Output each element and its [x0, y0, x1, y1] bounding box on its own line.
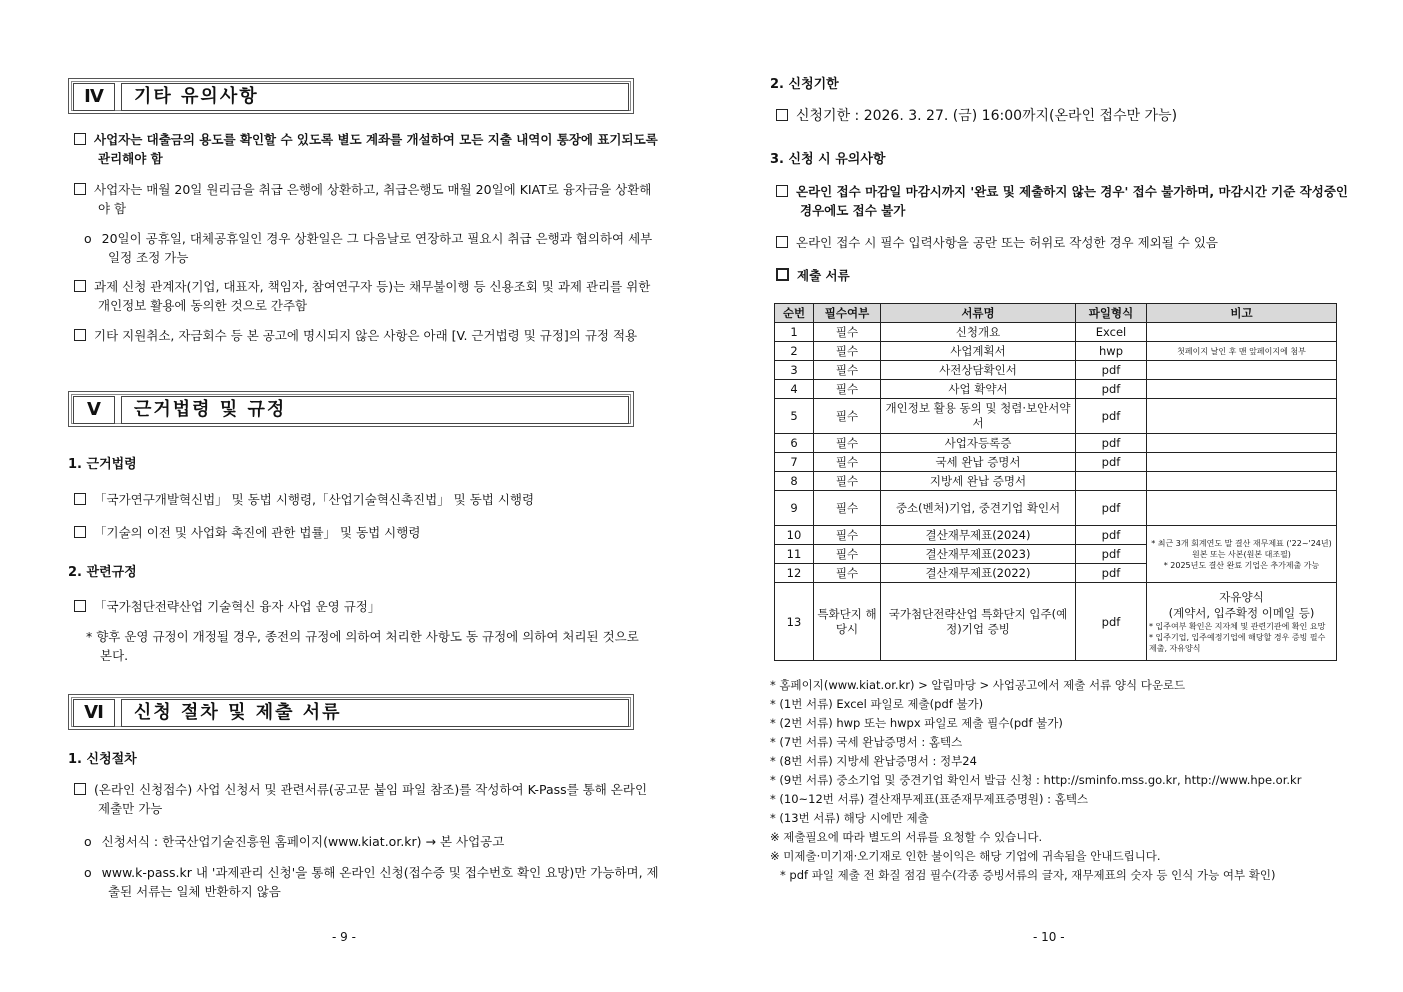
col-header: 필수여부	[814, 304, 881, 323]
note: * 향후 운영 규정이 개정될 경우, 종전의 규정에 의하여 처리한 사항도 동 규정에 의하여 처리된 것으로 본다.	[86, 629, 639, 663]
cell: 필수	[814, 545, 881, 564]
cell: 8	[775, 472, 814, 491]
col-header: 파일형식	[1076, 304, 1147, 323]
list-item: 「국가첨단전략산업 기술혁신 융자 사업 운영 규정」	[74, 597, 636, 616]
table-row	[775, 434, 1337, 453]
right-page	[702, 0, 1403, 992]
cell: 신청개요	[881, 323, 1076, 342]
note-sub: (계약서, 입주확정 이메일 등)	[1168, 606, 1315, 620]
cell: pdf	[1076, 453, 1147, 472]
cell: 필수	[814, 434, 881, 453]
note-title: 자유양식	[1219, 590, 1264, 604]
cell	[1147, 361, 1337, 380]
checkbox-icon	[776, 185, 788, 197]
subheading: 1. 신청절차	[68, 752, 137, 767]
cell: 3	[775, 361, 814, 380]
list-item: 사업자는 대출금의 용도를 확인할 수 있도록 별도 계좌를 개설하여 모든 지출 내역이 통장에 표기되도록 관리해야 함	[74, 130, 660, 168]
cell: 7	[775, 453, 814, 472]
cell: 결산재무제표(2023)	[881, 545, 1076, 564]
cell: pdf	[1076, 564, 1147, 583]
list-item: o 20일이 공휴일, 대체공휴일인 경우 상환일은 그 다음날로 연장하고 필요시 취급 은행과 협의하여 세부일정 조정 가능	[84, 231, 653, 265]
table-row	[775, 323, 1337, 342]
checkbox-icon	[74, 600, 86, 612]
cell: 5	[775, 399, 814, 434]
cell: 지방세 완납 증명서	[881, 472, 1076, 491]
cell: pdf	[1076, 380, 1147, 399]
checkbox-icon	[74, 526, 86, 538]
note: * 입주기업, 입주예정기업에 해당할 경우 증빙 필수 제출, 자유양식	[1149, 633, 1326, 653]
cell: 필수	[814, 380, 881, 399]
note-line: * (7번 서류) 국세 완납증명서 : 홈텍스	[770, 735, 963, 749]
note-line: * 홈페이지(www.kiat.or.kr) > 알림마당 > 사업공고에서 제출 서류 양식 다운로드	[770, 678, 1186, 692]
list-item: 사업자는 매월 20일 원리금을 취급 은행에 상환하고, 취급은행도 매월 20일에 KIAT로 융자금을 상환해야 함	[74, 180, 660, 218]
checkbox-icon	[776, 236, 788, 248]
list-item: 온라인 접수 시 필수 입력사항을 공란 또는 허위로 작성한 경우 제외될 수 있음	[776, 233, 1342, 252]
checkbox-icon	[74, 493, 86, 505]
cell: pdf	[1076, 526, 1147, 545]
cell: 결산재무제표(2022)	[881, 564, 1076, 583]
section-title: 기타 유의사항	[121, 83, 629, 111]
circle-bullet-icon: o	[84, 834, 92, 849]
cell	[1147, 323, 1337, 342]
note-line: * (10~12번 서류) 결산재무제표(표준재무제표증명원) : 홈텍스	[770, 792, 1089, 806]
table-header-row	[775, 304, 1337, 323]
page-number: - 9 -	[332, 930, 356, 944]
checkbox-icon	[74, 280, 86, 292]
note: * 2025년도 결산 완료 기업은 추가제출 가능	[1163, 560, 1320, 570]
notes-list	[770, 676, 1301, 885]
cell: 10	[775, 526, 814, 545]
cell	[1076, 472, 1147, 491]
cell: 중소(벤처)기업, 중견기업 확인서	[881, 491, 1076, 526]
section-6-header	[68, 694, 634, 730]
cell	[1147, 526, 1337, 583]
cell: 12	[775, 564, 814, 583]
cell: 2	[775, 342, 814, 361]
subheading: 3. 신청 시 유의사항	[770, 152, 886, 167]
subheading: 2. 관련규정	[68, 565, 137, 580]
note-line: * (9번 서류) 중소기업 및 중견기업 확인서 발급 신청 : http://sminfo.mss.go.kr, http://www.hpe.or.kr	[770, 773, 1302, 787]
cell	[1147, 399, 1337, 434]
subheading: 2. 신청기한	[770, 77, 839, 92]
section-title: 신청 절차 및 제출 서류	[121, 699, 629, 727]
documents-table	[774, 303, 1337, 661]
table-row	[775, 453, 1337, 472]
table-row	[775, 342, 1337, 361]
cell: 첫페이지 날인 후 맨 앞페이지에 첨부	[1147, 342, 1337, 361]
section-4-header	[68, 78, 634, 114]
checkbox-icon	[776, 109, 788, 121]
table-row	[775, 361, 1337, 380]
section-5-header	[68, 391, 634, 427]
cell: 필수	[814, 361, 881, 380]
list-item: 온라인 접수 마감일 마감시까지 '완료 및 제출하지 않는 경우' 접수 불가하며, 마감시간 기준 작성중인 경우에도 접수 불가	[776, 182, 1362, 220]
cell: 결산재무제표(2024)	[881, 526, 1076, 545]
cell	[1147, 472, 1337, 491]
checkbox-icon	[74, 783, 86, 795]
cell: pdf	[1076, 545, 1147, 564]
cell: 필수	[814, 472, 881, 491]
section-number: Ⅴ	[73, 396, 115, 424]
checkbox-icon	[74, 133, 86, 145]
cell: 1	[775, 323, 814, 342]
cell: 필수	[814, 491, 881, 526]
cell: pdf	[1076, 583, 1147, 661]
docs-label: 제출 서류	[776, 266, 850, 285]
note-line: ※ 미제출·미기재·오기재로 인한 불이익은 해당 기업에 귀속됨을 안내드립니다.	[770, 849, 1161, 863]
col-header: 서류명	[881, 304, 1076, 323]
cell: hwp	[1076, 342, 1147, 361]
deadline: 신청기한 : 2026. 3. 27. (금) 16:00까지(온라인 접수만 가능)	[776, 105, 1177, 127]
cell: 6	[775, 434, 814, 453]
circle-bullet-icon: o	[84, 231, 92, 246]
cell: 13	[775, 583, 814, 661]
checkbox-icon	[74, 183, 86, 195]
list-item: 「국가연구개발혁신법」 및 동법 시행령,「산업기술혁신촉진법」 및 동법 시행령	[74, 490, 636, 509]
section-title: 근거법령 및 규정	[121, 396, 629, 424]
list-item: (온라인 신청접수) 사업 신청서 및 관련서류(공고문 붙임 파일 참조)를 작성하여 K-Pass를 통해 온라인 제출만 가능	[74, 780, 660, 818]
cell: 사업계획서	[881, 342, 1076, 361]
note: * 최근 3개 회계연도 말 결산 재무제표 ('22~'24년) 원본 또는 사본(원본 대조필)	[1151, 538, 1332, 559]
circle-bullet-icon: o	[84, 865, 92, 880]
note: * 입주여부 확인은 지자체 및 관련기관에 확인 요망	[1149, 622, 1326, 631]
list-item: 과제 신청 관계자(기업, 대표자, 책임자, 참여연구자 등)는 채무불이행 등 신용조회 및 과제 관리를 위한 개인정보 활용에 동의한 것으로 간주함	[74, 277, 660, 315]
page-number: - 10 -	[1033, 930, 1065, 944]
table-row	[775, 472, 1337, 491]
table-row	[775, 526, 1337, 545]
note-line: * (1번 서류) Excel 파일로 제출(pdf 불가)	[770, 697, 984, 711]
note-line: * (8번 서류) 지방세 완납증명서 : 정부24	[770, 754, 977, 768]
col-header: 순번	[775, 304, 814, 323]
cell: 필수	[814, 342, 881, 361]
cell	[1147, 491, 1337, 526]
list-item: o www.k-pass.kr 내 '과제관리 신청'을 통해 온라인 신청(접수증 및 접수번호 확인 요망)만 가능하며, 제출된 서류는 일체 반환하지 않음	[84, 865, 659, 899]
cell: 4	[775, 380, 814, 399]
note-line: * pdf 파일 제출 전 화질 점검 필수(각종 증빙서류의 글자, 재무제표의 숫자 등 인식 가능 여부 확인)	[780, 868, 1276, 882]
cell	[1147, 380, 1337, 399]
section-number: Ⅳ	[73, 83, 115, 111]
cell: 필수	[814, 526, 881, 545]
cell: pdf	[1076, 361, 1147, 380]
cell: 9	[775, 491, 814, 526]
col-header: 비고	[1147, 304, 1337, 323]
checkbox-icon	[776, 268, 789, 281]
table-row	[775, 380, 1337, 399]
table-row	[775, 399, 1337, 434]
cell: pdf	[1076, 434, 1147, 453]
cell: 11	[775, 545, 814, 564]
note-line: * (2번 서류) hwp 또는 hwpx 파일로 제출 필수(pdf 불가)	[770, 716, 1063, 730]
cell: pdf	[1076, 491, 1147, 526]
note-line: ※ 제출필요에 따라 별도의 서류를 요청할 수 있습니다.	[770, 830, 1043, 844]
list-item: o 신청서식 : 한국산업기술진흥원 홈페이지(www.kiat.or.kr) → 본 사업공고	[84, 834, 505, 849]
cell: 필수	[814, 564, 881, 583]
cell: 필수	[814, 323, 881, 342]
cell: 국세 완납 증명서	[881, 453, 1076, 472]
checkbox-icon	[74, 329, 86, 341]
list-item: 「기술의 이전 및 사업화 촉진에 관한 법률」 및 동법 시행령	[74, 523, 636, 542]
section-number: Ⅵ	[73, 699, 115, 727]
cell	[1147, 434, 1337, 453]
cell: 특화단지 해당시	[814, 583, 881, 661]
cell: Excel	[1076, 323, 1147, 342]
list-item: 기타 지원취소, 자금회수 등 본 공고에 명시되지 않은 사항은 아래 [V. 근거법령 및 규정]의 규정 적용	[74, 326, 660, 345]
cell	[1147, 583, 1337, 661]
cell: 필수	[814, 453, 881, 472]
note-line: * (13번 서류) 해당 시에만 제출	[770, 811, 929, 825]
cell: 사업자등록증	[881, 434, 1076, 453]
cell: 개인정보 활용 동의 및 청렴·보안서약서	[881, 399, 1076, 434]
subheading: 1. 근거법령	[68, 457, 137, 472]
table-row	[775, 491, 1337, 526]
cell	[1147, 453, 1337, 472]
cell: 국가첨단전략산업 특화단지 입주(예정)기업 증빙	[881, 583, 1076, 661]
table-row	[775, 583, 1337, 661]
cell: 필수	[814, 399, 881, 434]
cell: pdf	[1076, 399, 1147, 434]
cell: 사업 확약서	[881, 380, 1076, 399]
cell: 사전상담확인서	[881, 361, 1076, 380]
